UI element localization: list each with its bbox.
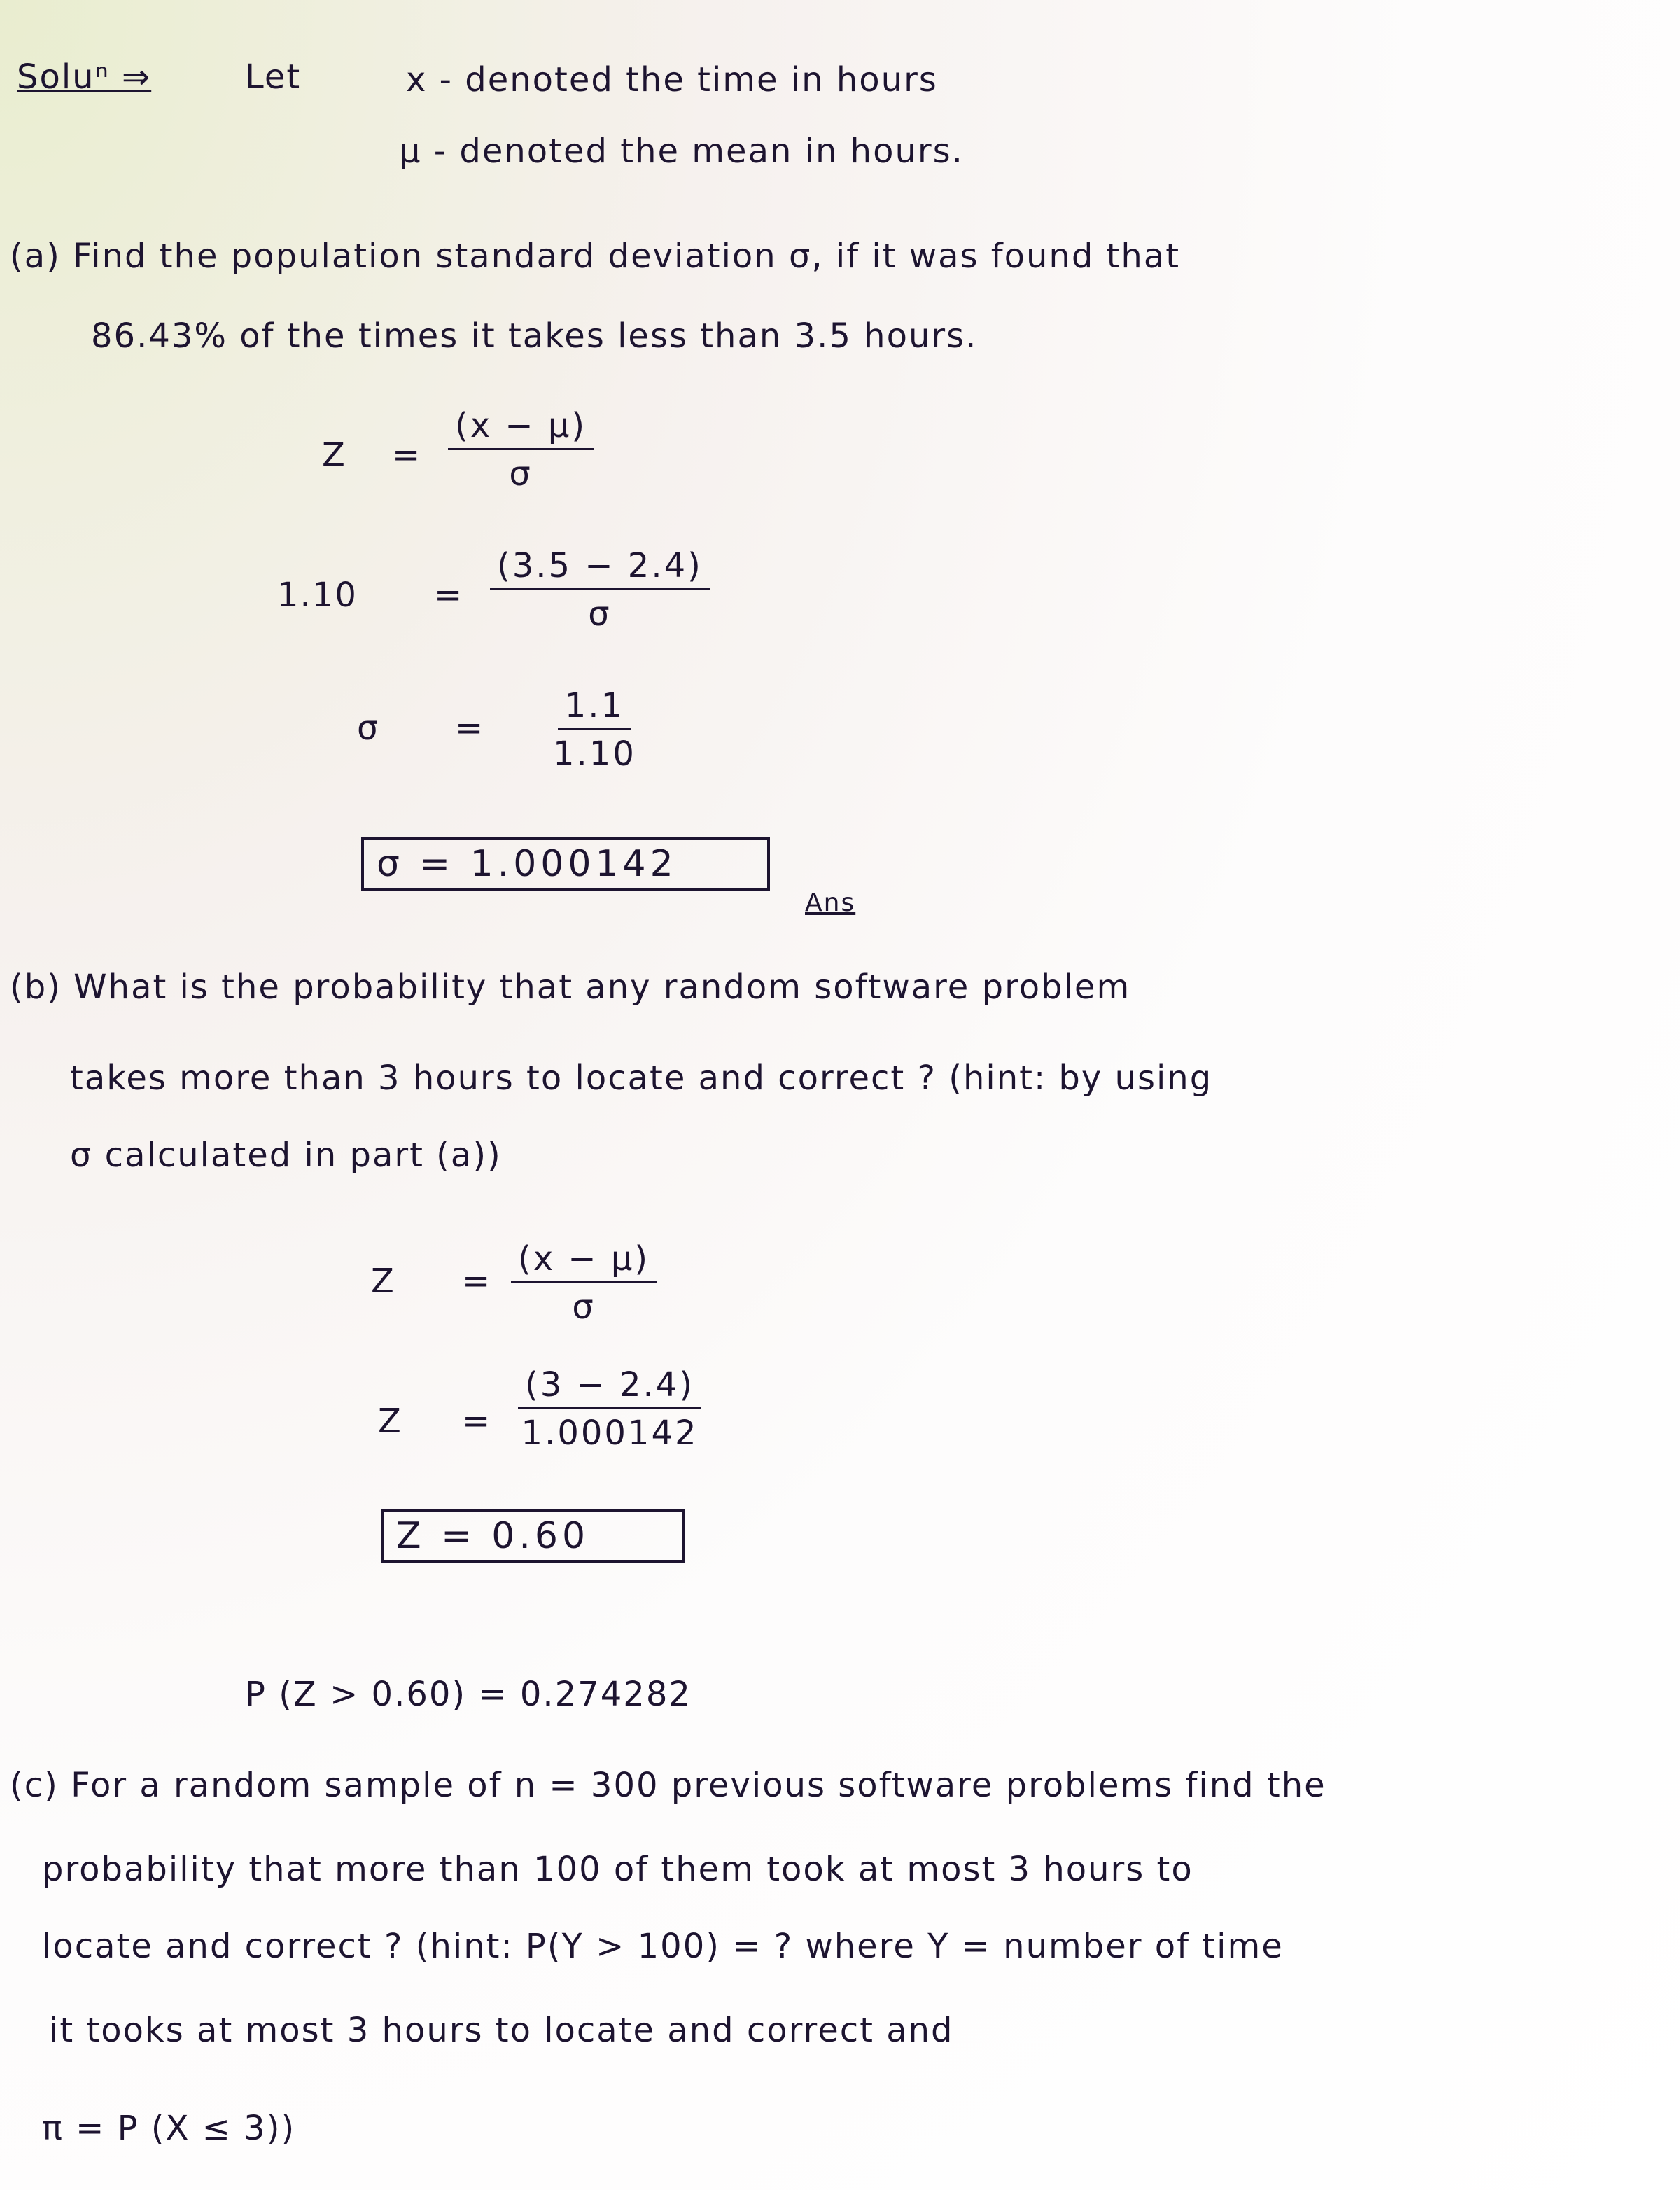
part-b-question-line-3: σ calculated in part (a)): [70, 1136, 502, 1175]
eq-b1-numerator: (x − μ): [511, 1239, 657, 1283]
eq-b1-fraction: [511, 1239, 657, 1327]
part-b-probability: P (Z > 0.60) = 0.274282: [245, 1675, 692, 1714]
part-c-line-5: π = P (X ≤ 3)): [42, 2109, 296, 2148]
eq-a2-equals: =: [434, 576, 464, 615]
part-c-line-2: probability that more than 100 of them took at most 3 hours to: [42, 1850, 1194, 1889]
eq-a1-numerator: (x − μ): [448, 406, 594, 450]
eq-a3-numerator: 1.1: [558, 686, 631, 730]
eq-a2-fraction: [490, 546, 710, 634]
part-b-question-line-2: takes more than 3 hours to locate and correct ? (hint: by using: [70, 1059, 1213, 1098]
part-c-line-3: locate and correct ? (hint: P(Y > 100) = ? where Y = number of time: [42, 1927, 1284, 1966]
eq-a2-numerator: (3.5 − 2.4): [490, 546, 710, 590]
x-definition: x - denoted the time in hours: [406, 60, 938, 99]
eq-b2-numerator: (3 − 2.4): [518, 1365, 701, 1409]
answer-label: Ans: [805, 888, 856, 917]
solution-label: Soluⁿ ⇒: [17, 57, 152, 97]
eq-a1-denominator: σ: [509, 454, 533, 494]
part-b-question-line-1: (b) What is the probability that any random software problem: [10, 968, 1131, 1007]
eq-a3-lhs: σ: [357, 709, 380, 748]
eq-a2-denominator: σ: [588, 594, 612, 634]
eq-b2-denominator: 1.000142: [521, 1414, 699, 1453]
eq-b2-equals: =: [462, 1402, 492, 1441]
mu-definition: μ - denoted the mean in hours.: [399, 132, 964, 171]
eq-a2-lhs: 1.10: [277, 576, 358, 615]
part-c-line-1: (c) For a random sample of n = 300 previous software problems find the: [10, 1766, 1326, 1805]
eq-b2-fraction: [518, 1365, 701, 1453]
part-a-answer-box: σ = 1.000142: [361, 837, 770, 891]
eq-a1-fraction: [448, 406, 594, 494]
part-b-z-box: Z = 0.60: [381, 1509, 685, 1563]
eq-b1-equals: =: [462, 1262, 492, 1301]
eq-a1-equals: =: [392, 435, 422, 475]
part-a-question-line-1: (a) Find the population standard deviation σ, if it was found that: [10, 237, 1181, 276]
eq-a3-denominator: 1.10: [553, 734, 636, 774]
part-c-line-4: it tooks at most 3 hours to locate and correct and: [49, 2011, 954, 2050]
eq-a3-fraction: [553, 686, 636, 774]
part-a-question-line-2: 86.43% of the times it takes less than 3.5 hours.: [91, 316, 978, 356]
eq-b2-lhs: Z: [378, 1402, 402, 1441]
let-label: Let: [245, 57, 302, 97]
eq-b1-lhs: Z: [371, 1262, 396, 1301]
eq-a1-lhs: Z: [322, 435, 346, 475]
eq-b1-denominator: σ: [572, 1288, 596, 1327]
eq-a3-equals: =: [455, 709, 485, 748]
